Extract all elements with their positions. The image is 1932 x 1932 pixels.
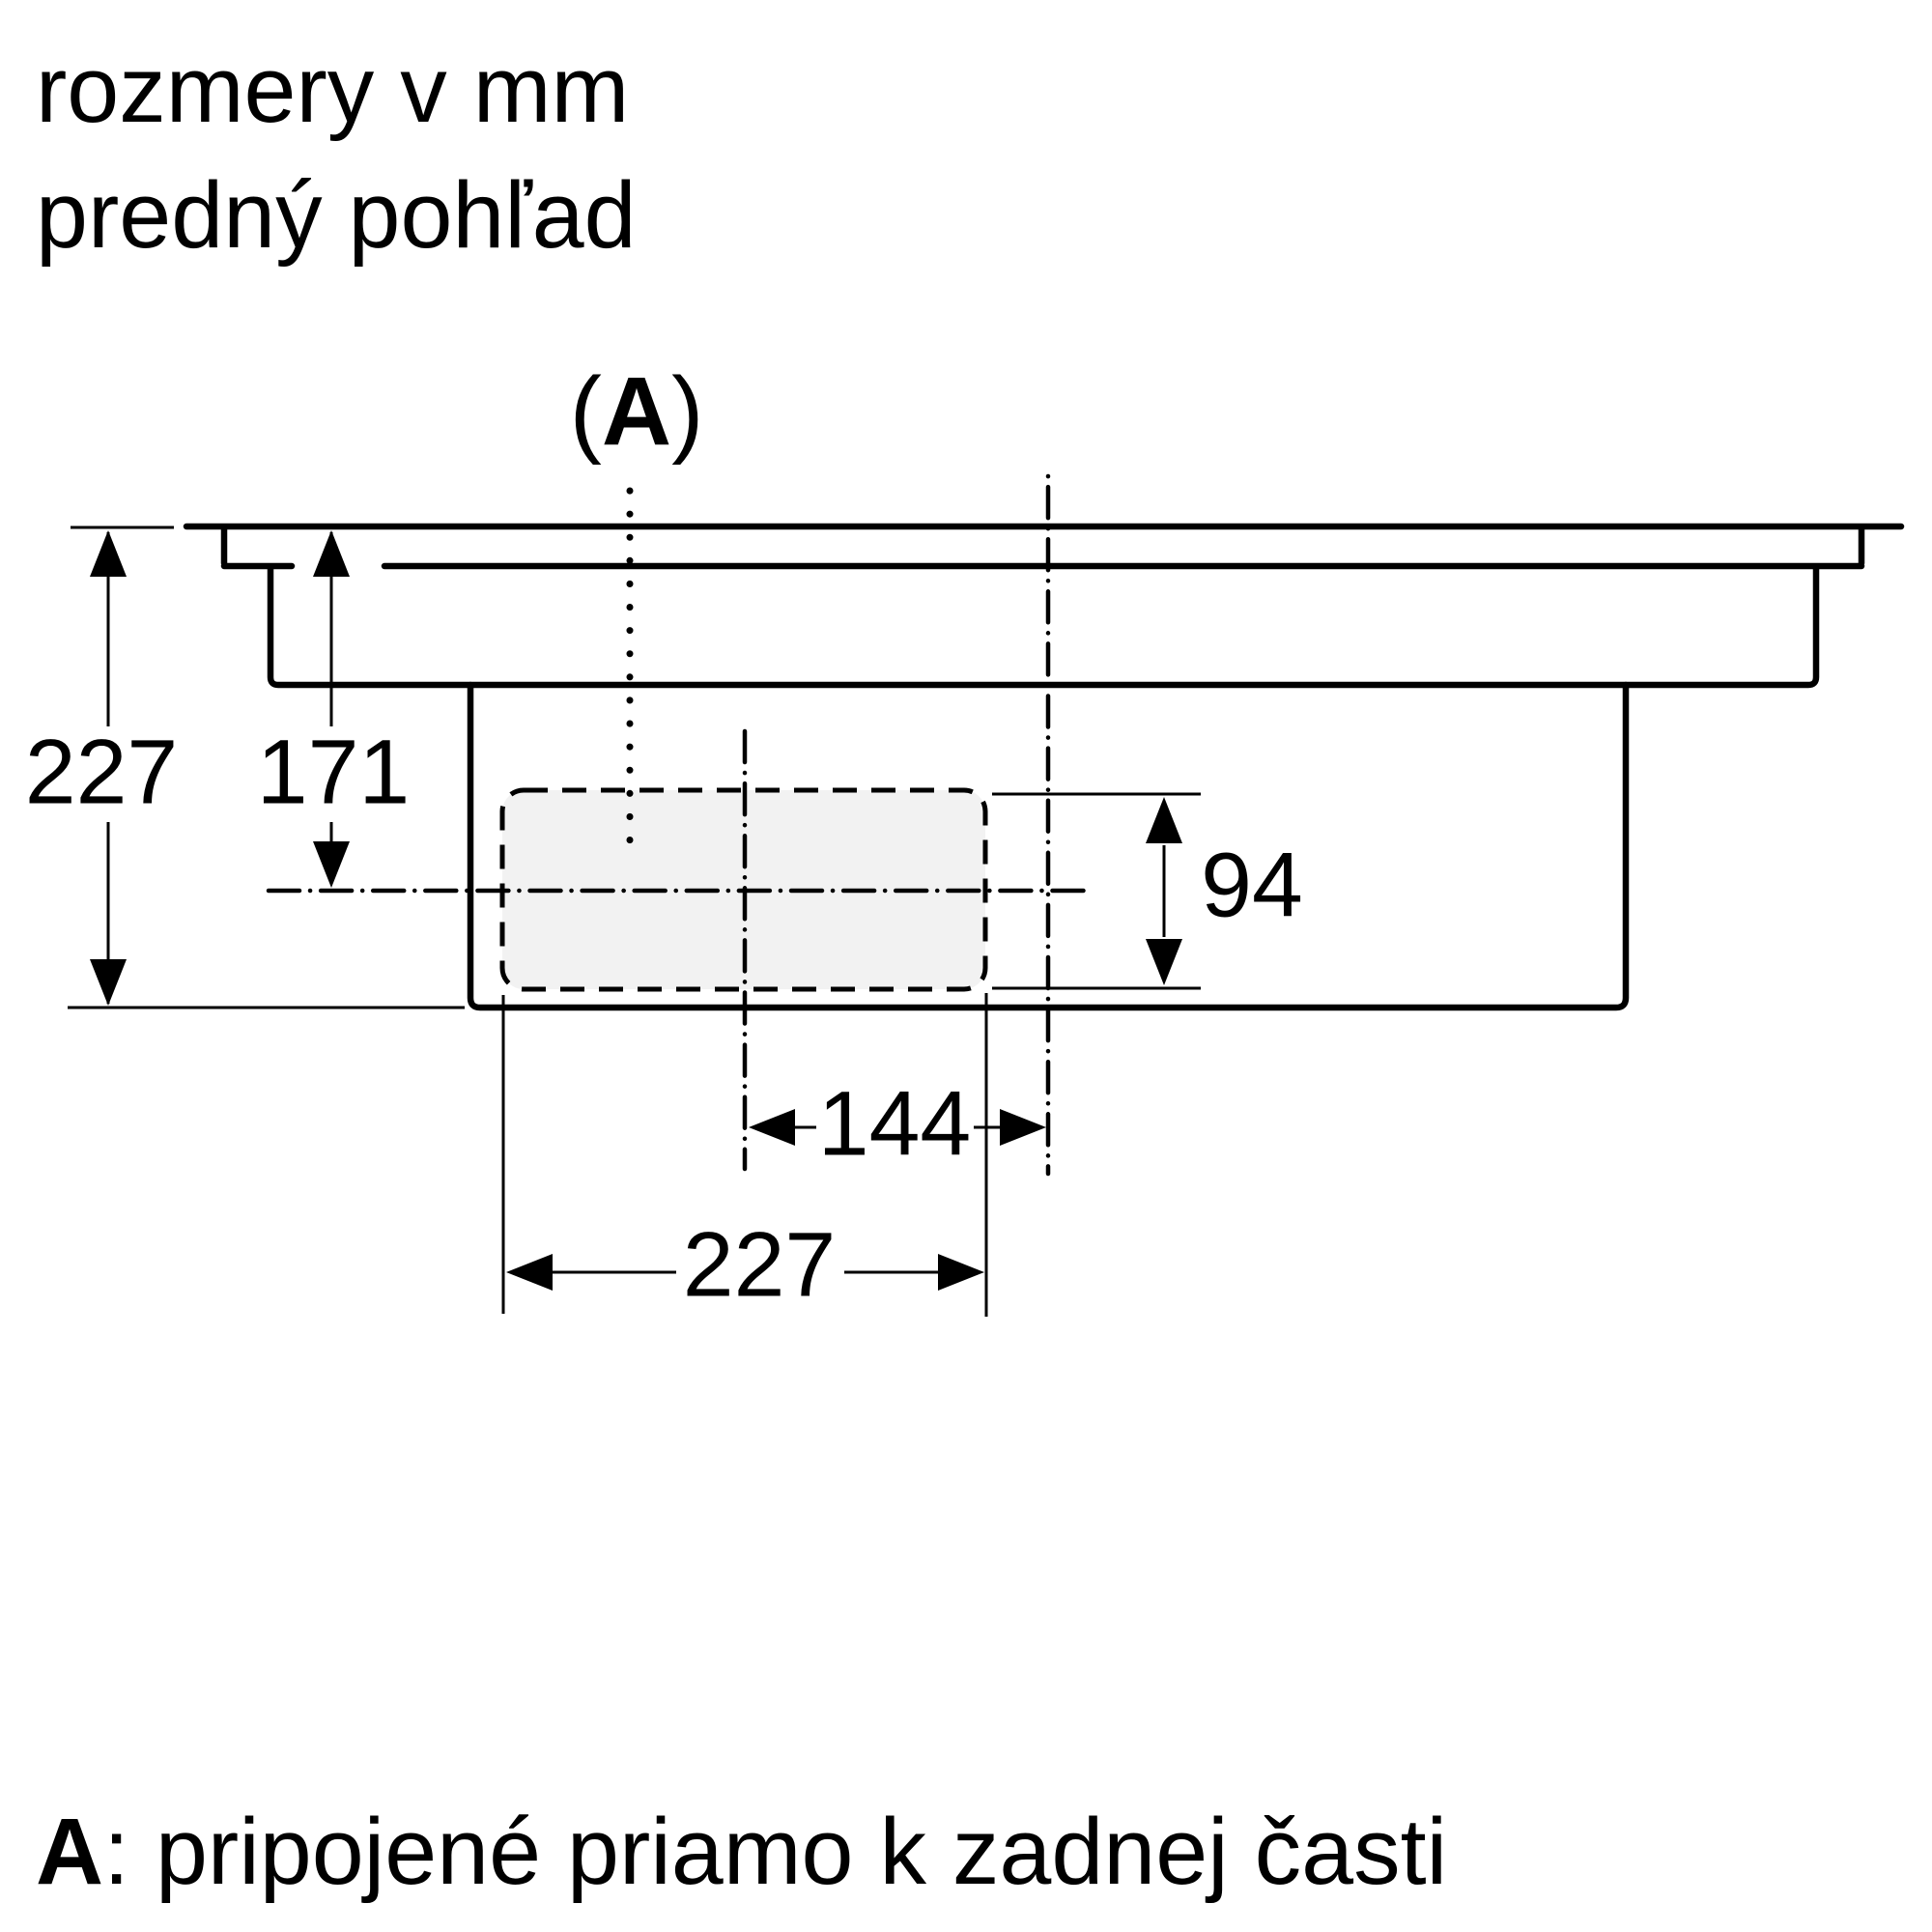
- dim-label-outlet-center-offset: 144: [817, 1072, 972, 1176]
- footnote-label: A: [36, 1799, 104, 1904]
- dim-label-duct-outlet-width: 227: [682, 1213, 837, 1317]
- page-title-view: predný pohľad: [36, 162, 637, 268]
- page-title-units: rozmery v mm: [36, 37, 630, 142]
- reference-a-letter: A: [601, 357, 672, 466]
- arrow-up-icon: [1146, 797, 1182, 843]
- arrow-down-icon: [1146, 939, 1182, 985]
- arrow-down-icon: [313, 841, 350, 888]
- footnote-text: : pripojené priamo k zadnej časti: [103, 1799, 1448, 1904]
- arrow-left-icon: [749, 1109, 795, 1146]
- arrow-up-icon: [313, 530, 350, 577]
- arrow-left-icon: [506, 1254, 553, 1291]
- arrow-down-icon: [90, 959, 127, 1006]
- arrow-up-icon: [90, 530, 127, 577]
- arrow-right-icon: [1000, 1109, 1046, 1146]
- dim-label-glass-to-duct-center: 171: [256, 721, 411, 824]
- dim-label-duct-outlet-height: 94: [1201, 834, 1303, 937]
- appliance-outline: [186, 526, 1901, 1008]
- reference-a-close-paren: ): [671, 357, 704, 466]
- hob-body-outline: [270, 567, 1816, 685]
- arrow-right-icon: [938, 1254, 984, 1291]
- dim-label-overall-height: 227: [24, 721, 179, 824]
- reference-a-open-paren: (: [569, 357, 602, 466]
- footnote: [36, 1798, 1447, 1906]
